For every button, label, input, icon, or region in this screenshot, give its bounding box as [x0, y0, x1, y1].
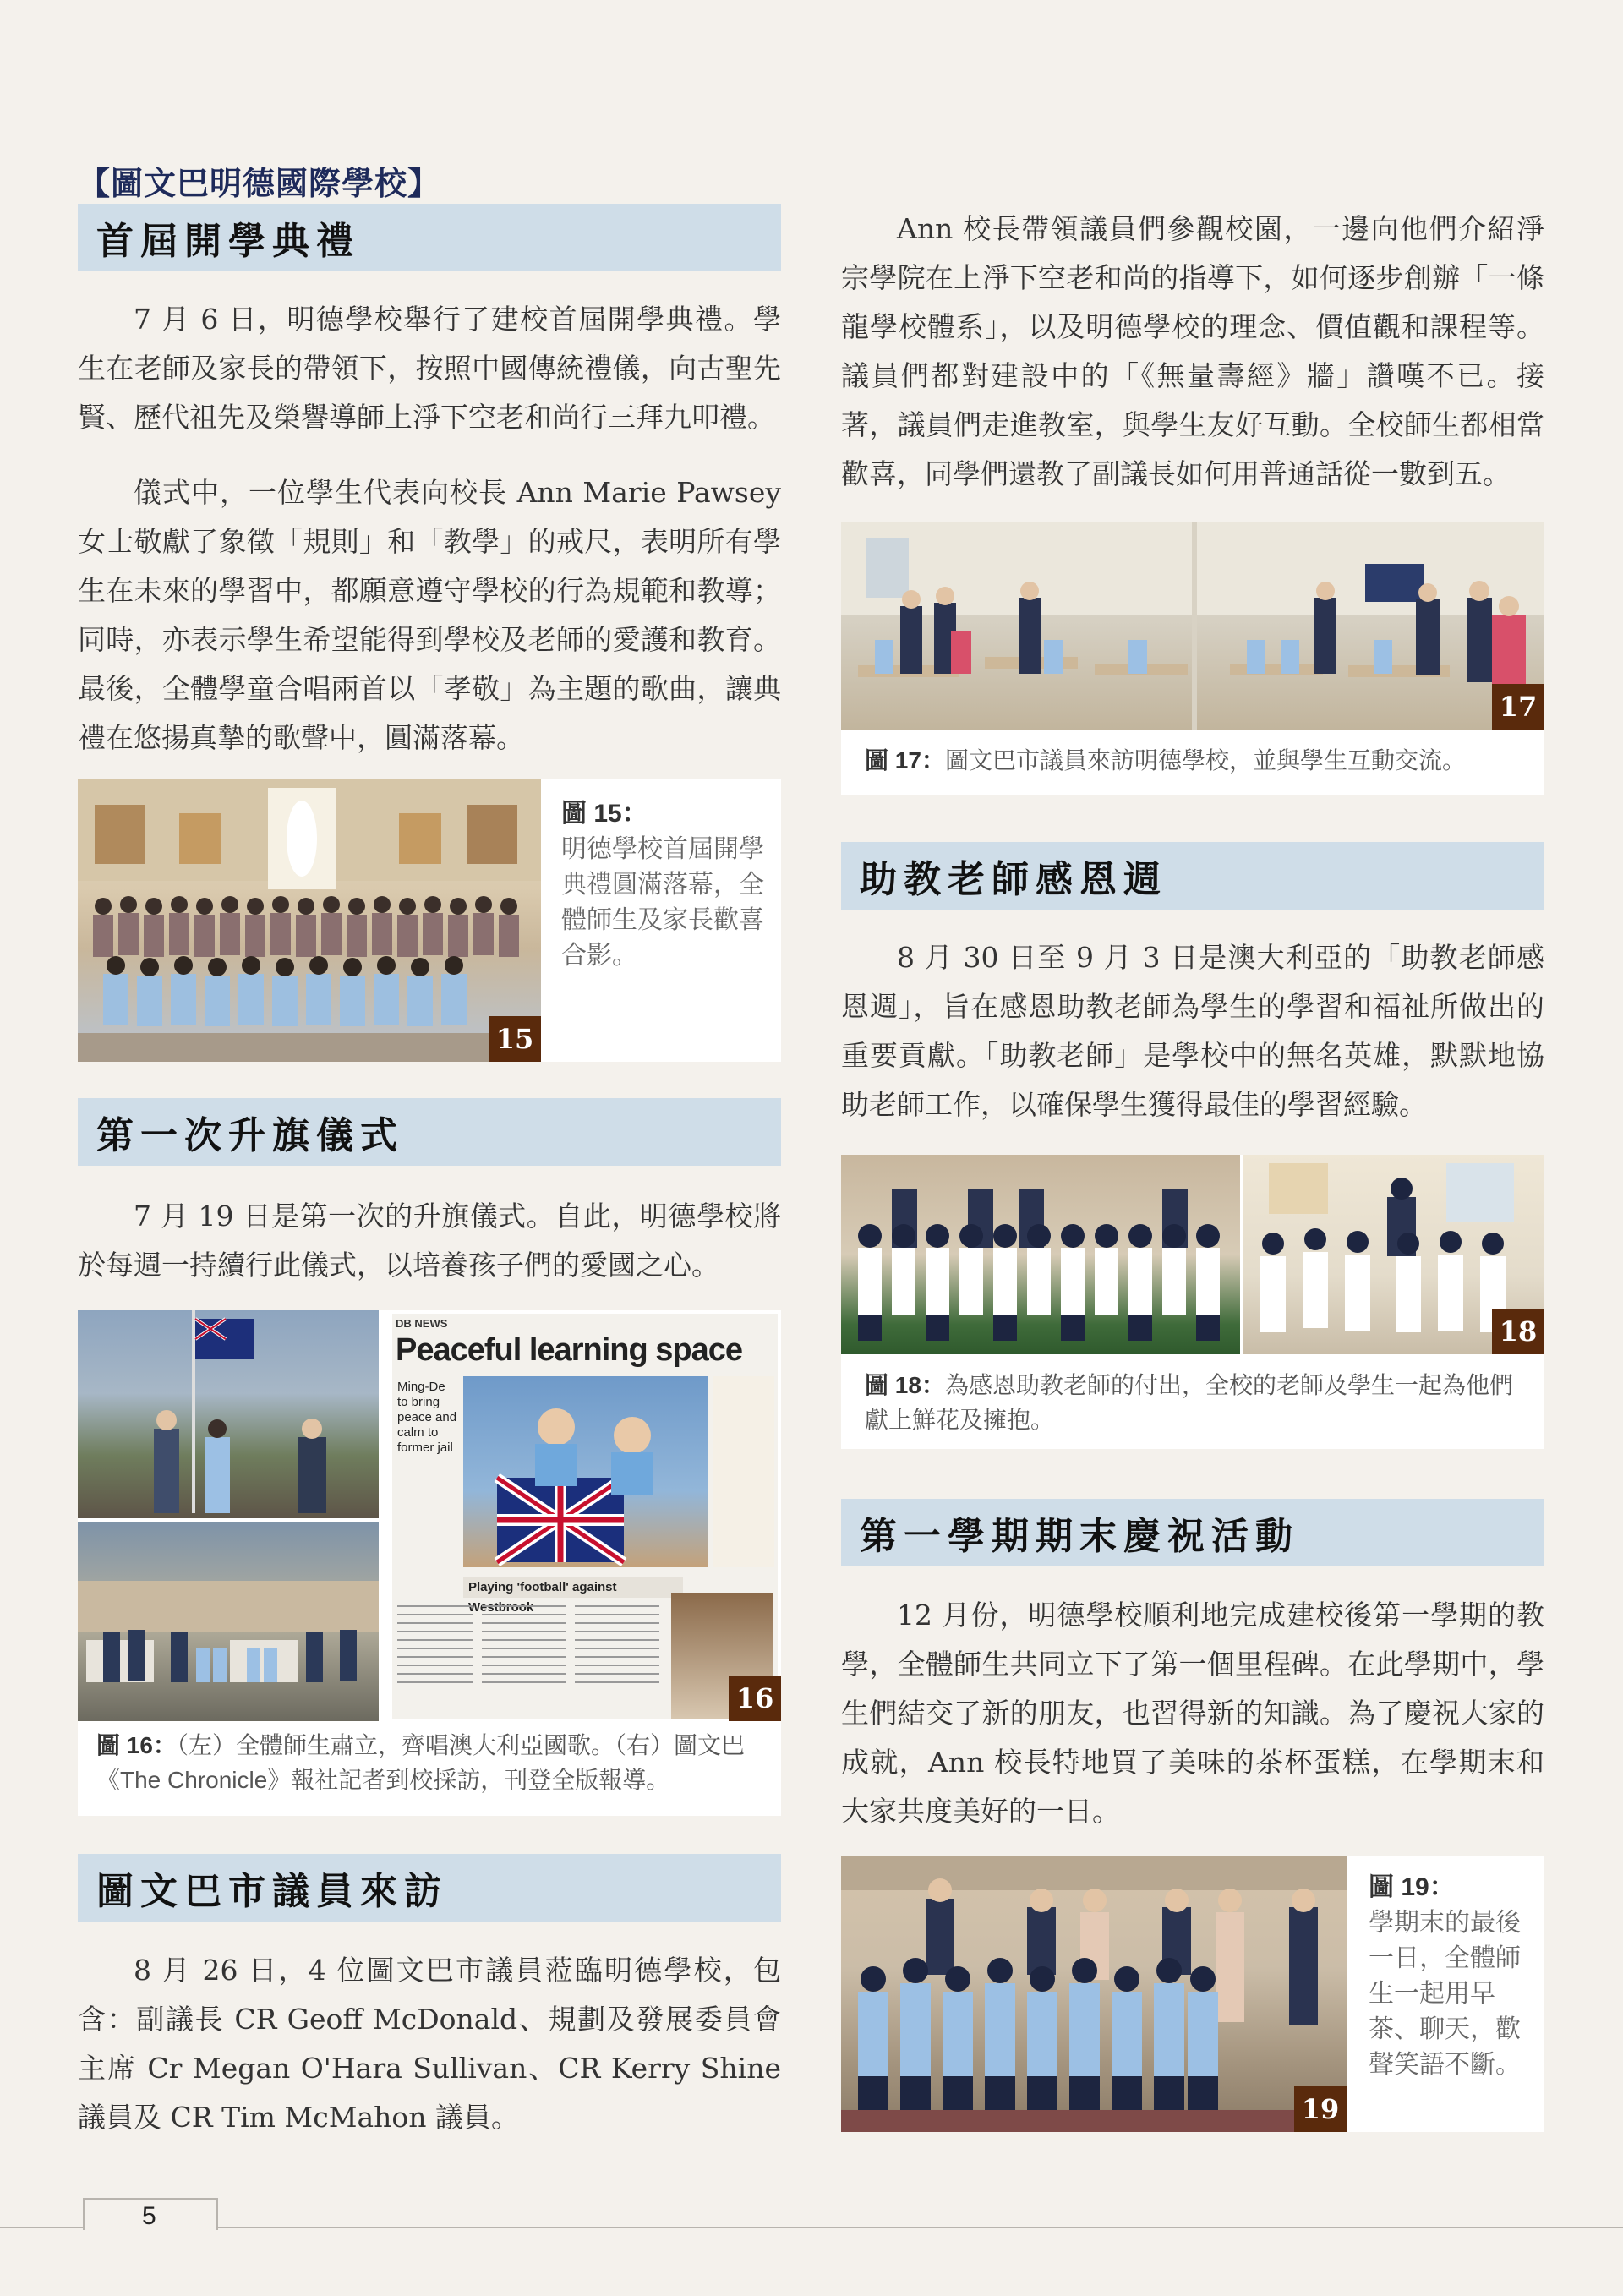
figure-16: [78, 1310, 781, 1816]
heading-text: 圖文巴市議員來訪: [96, 1870, 448, 1913]
newspaper-subhead: Ming-De to bring peace and calm to former jail: [397, 1380, 457, 1455]
newspaper-photo-illustration: [463, 1376, 708, 1567]
group-photo: [78, 779, 541, 1062]
classroom-visit-illustration: [841, 522, 1544, 730]
figure-text: （左）全體師生肅立，齊唱澳大利亞國歌。（右）圖文巴《The Chronicle》報社記者到校採訪，刊登全版報導。: [96, 1732, 745, 1793]
newspaper-column: [713, 1376, 774, 1567]
term-end-photo: [841, 1856, 1347, 2132]
figure-17-caption: [865, 743, 1533, 778]
figure-text: 為感恩助教老師的付出，全校的老師及學生一起為他們獻上鮮花及擁抱。: [865, 1372, 1513, 1433]
section-heading-flag: [78, 1098, 781, 1166]
group-photo-illustration: [78, 779, 541, 1062]
newspaper-body-lines: [397, 1601, 668, 1714]
figure-text: 圖文巴市議員來訪明德學校，並與學生互動交流。: [944, 747, 1466, 774]
figure-label: 圖 16：: [96, 1732, 177, 1758]
section-heading-assistant: [841, 842, 1544, 910]
assistant-gratitude-illustration-left: [841, 1155, 1240, 1354]
figure-badge: 19: [1294, 2086, 1347, 2132]
assembly-photo: [78, 1522, 379, 1721]
newspaper-headline: Peaceful learning space: [396, 1332, 742, 1368]
figure-15: [78, 779, 781, 1062]
section-heading-term-end: [841, 1499, 1544, 1566]
page-number: 5: [142, 2202, 156, 2230]
figure-text: 學期末的最後一日，全體師生一起用早茶、聊天，歡聲笑語不斷。: [1369, 1909, 1521, 2079]
figure-16-caption: [96, 1728, 773, 1797]
figure-text: 明德學校首屆開學典禮圓滿落幕，全體師生及家長歡喜合影。: [561, 835, 764, 970]
assistant-gratitude-photo-left: [841, 1155, 1240, 1354]
heading-text: 第一學期期末慶祝活動: [860, 1515, 1299, 1558]
newspaper-masthead: DB NEWS: [396, 1317, 448, 1330]
assembly-illustration: [78, 1522, 379, 1721]
flag-raising-illustration: [78, 1310, 379, 1518]
heading-text: 首屆開學典禮: [96, 220, 360, 263]
newspaper-inner-headline: Playing 'football' against Westbrook: [463, 1577, 683, 1598]
paragraph-opening-1: 7 月 6 日，明德學校舉行了建校首屆開學典禮。學生在老師及家長的帶領下，按照中國傳統禮儀，向古聖先賢、歷代祖先及榮譽導師上淨下空老和尚行三拜九叩禮。: [78, 303, 781, 434]
footer-rule: [0, 2227, 1623, 2228]
figure-19: [841, 1856, 1544, 2132]
paragraph-opening-2: 儀式中，一位學生代表向校長 Ann Marie Pawsey 女士敬獻了象徵「規則」和「教學」的戒尺，表明所有學生在未來的學習中，都願意遵守學校的行為規範和教導；同時，亦表示學生希望能得到學校及老師的愛護和教育。最後，全體學童合唱兩首以「孝敬」為主題的歌曲，讓典禮在悠揚真摯的歌聲中，圓滿落幕。: [78, 476, 781, 754]
figure-label: 圖 17：: [865, 747, 945, 774]
newspaper-clipping: [392, 1314, 778, 1719]
figure-badge: 17: [1492, 684, 1544, 730]
section-heading-council: [78, 1854, 781, 1922]
paragraph-council-2: Ann 校長帶領議員們參觀校園，一邊向他們介紹淨宗學院在上淨下空老和尚的指導下，如何逐步創辦「一條龍學校體系」，以及明德學校的理念、價值觀和課程等。議員們都對建設中的「《無量壽經》牆」讚嘆不已。接著，議員們走進教室，與學生友好互動。全校師生都相當歡喜，同學們還教了副議長如何用普通話從一數到五。: [841, 212, 1544, 490]
figure-18: [841, 1155, 1544, 1449]
figure-19-caption: [1369, 1870, 1534, 2083]
figure-17: [841, 522, 1544, 795]
paragraph-flag-1: 7 月 19 日是第一次的升旗儀式。自此，明德學校將於每週一持續行此儀式，以培養孩子們的愛國之心。: [78, 1200, 781, 1282]
paragraph-council-1: 8 月 26 日，4 位圖文巴市議員蒞臨明德學校，包含：副議長 CR Geoff McDonald、規劃及發展委員會主席 Cr Megan O'Hara Sullivan、CR Kerry Shine 議員及 CR Tim McMahon 議員。: [78, 1954, 781, 2134]
paragraph-assistant-1: 8 月 30 日至 9 月 3 日是澳大利亞的「助教老師感恩週」，旨在感恩助教老師為學生的學習和福祉所做出的重要貢獻。「助教老師」是學校中的無名英雄，默默地協助老師工作，以確保學生獲得最佳的學習經驗。: [841, 941, 1544, 1121]
paragraph-term-end-1: 12 月份，明德學校順利地完成建校後第一學期的教學，全體師生共同立下了第一個里程碑。在此學期中，學生們結交了新的朋友，也習得新的知識。為了慶祝大家的成就，Ann 校長特地買了美味的茶杯蛋糕，在學期末和大家共度美好的一日。: [841, 1599, 1544, 1828]
figure-badge: 18: [1492, 1309, 1544, 1354]
figure-badge: 15: [489, 1016, 541, 1062]
flag-raising-photo: [78, 1310, 379, 1518]
figure-label: 圖 15：: [561, 800, 648, 828]
figure-label: 圖 18：: [865, 1372, 945, 1398]
figure-15-caption: [561, 796, 764, 974]
classroom-visit-photo: [841, 522, 1544, 730]
assistant-gratitude-photo-right: [1243, 1155, 1544, 1354]
term-end-illustration: [841, 1856, 1347, 2132]
figure-label: 圖 19：: [1369, 1873, 1455, 1901]
figure-badge: 16: [729, 1676, 781, 1721]
section-heading-opening: [78, 204, 781, 271]
school-header: 【圖文巴明德國際學校】: [78, 164, 441, 202]
figure-18-caption: [865, 1368, 1533, 1437]
heading-text: 助教老師感恩週: [860, 858, 1167, 901]
heading-text: 第一次升旗儀式: [96, 1114, 404, 1157]
newspaper-photo: [463, 1376, 708, 1567]
